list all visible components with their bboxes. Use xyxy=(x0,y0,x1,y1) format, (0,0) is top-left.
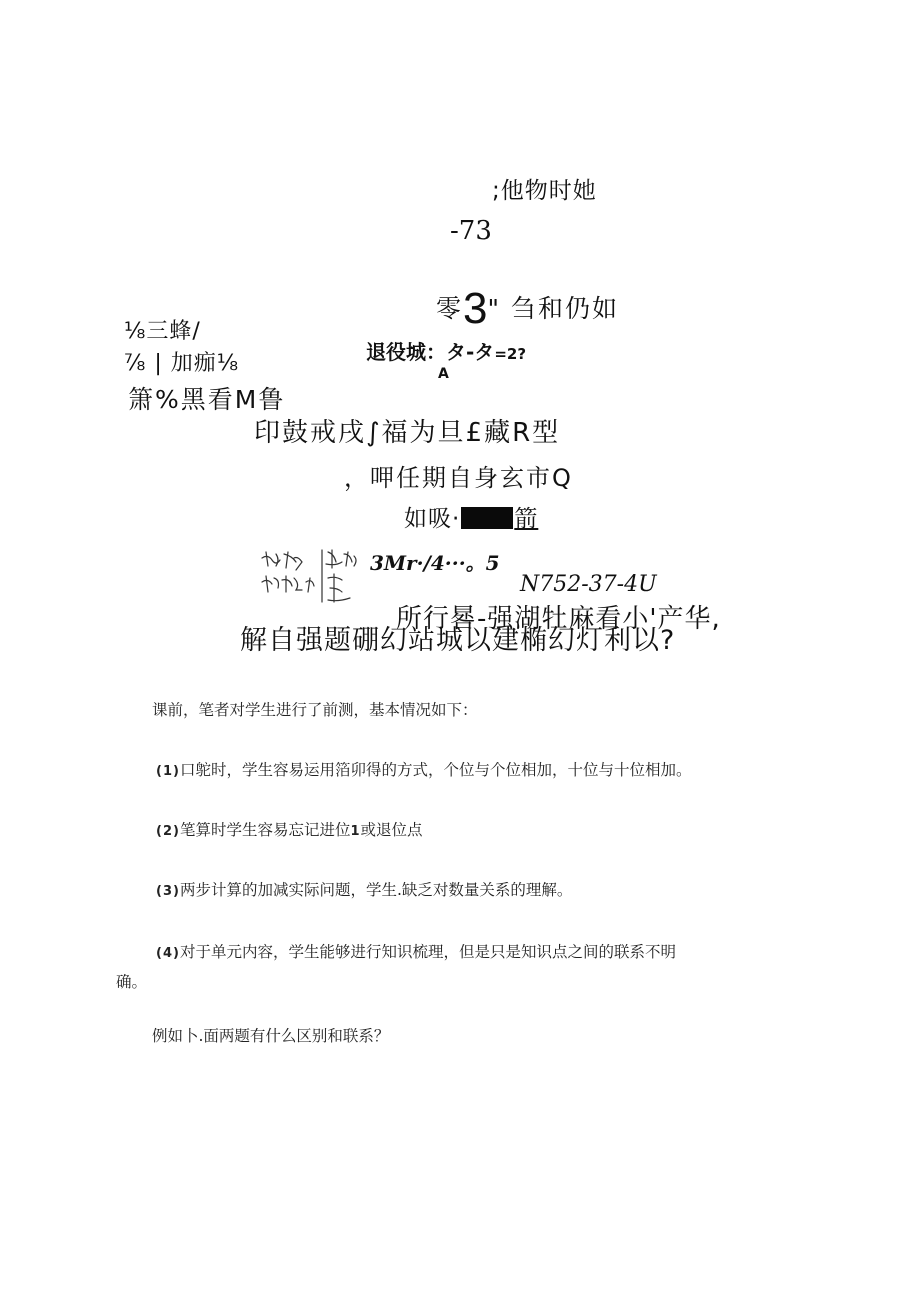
list-item-3-number: (3) xyxy=(156,884,180,899)
garbled-line-12: 3Mr·/4···。5 xyxy=(370,551,500,575)
list-item-4-text: 对于单元内容，学生能够进行知识梳理，但是只是知识点之间的联系不明 xyxy=(179,943,676,961)
garbled-line-15: 解自强题硼幻站城以建椭幻灯利以? xyxy=(240,625,676,656)
list-item-2 xyxy=(156,818,423,840)
garbled-line-3-b: " 刍和仍如 xyxy=(487,294,619,323)
garbled-line-3-big: 3 xyxy=(463,284,488,333)
example-paragraph: 例如卜.面两题有什么区别和联系？ xyxy=(152,1027,390,1045)
list-item-4-number: (4) xyxy=(156,946,180,961)
list-item-4 xyxy=(156,940,676,962)
intro-paragraph: 课前，笔者对学生进行了前测，基本情况如下： xyxy=(152,701,478,719)
garbled-line-3-a: 零 xyxy=(436,294,464,323)
garbled-line-6-a: 退役城：タ-タ xyxy=(366,340,495,364)
garbled-line-11-b: 箭 xyxy=(514,506,539,532)
garbled-line-11 xyxy=(404,500,538,533)
list-item-2-number: (2) xyxy=(156,824,180,839)
garbled-line-8: 箫%黑看M鲁 xyxy=(128,385,286,414)
garbled-line-4: ⅛三蜂/ xyxy=(124,319,201,344)
garbled-line-7: A xyxy=(438,366,449,382)
redaction-block xyxy=(461,507,513,529)
list-item-4-continuation: 确。 xyxy=(116,973,148,991)
handwritten-scan-fragment xyxy=(258,548,368,606)
garbled-line-5: ⅞ | 加痂⅛ xyxy=(124,351,240,376)
list-item-2-text-a: 笔算时学生容易忘记进位 xyxy=(179,821,351,839)
garbled-line-1: ;他物时她 xyxy=(492,178,597,204)
list-item-1-number: (1) xyxy=(156,764,180,779)
garbled-line-11-a: 如吸· xyxy=(404,506,461,532)
list-item-1 xyxy=(156,758,691,780)
garbled-line-6-b: =2? xyxy=(494,345,527,363)
garbled-line-13: N752-37-4U xyxy=(520,572,657,597)
garbled-line-3 xyxy=(436,284,619,334)
list-item-3-text: 两步计算的加减实际问题，学生.缺乏对数量关系的理解。 xyxy=(179,881,573,899)
garbled-line-6 xyxy=(366,336,526,365)
list-item-2-text-b: 或退位点 xyxy=(360,821,423,839)
garbled-line-2: -73 xyxy=(450,216,492,246)
list-item-3 xyxy=(156,878,572,900)
garbled-line-14: 所行晷-强湖牡麻看小'产华, xyxy=(396,604,721,634)
list-item-2-bold-digit: 1 xyxy=(350,824,361,839)
garbled-line-10: ，呷任期自身玄市Q xyxy=(344,464,573,492)
garbled-line-9: 印鼓戒戌∫福为旦£藏R型 xyxy=(254,418,561,448)
list-item-1-text: 口鸵时，学生容易运用箔卯得的方式，个位与个位相加，十位与十位相加。 xyxy=(179,761,692,779)
